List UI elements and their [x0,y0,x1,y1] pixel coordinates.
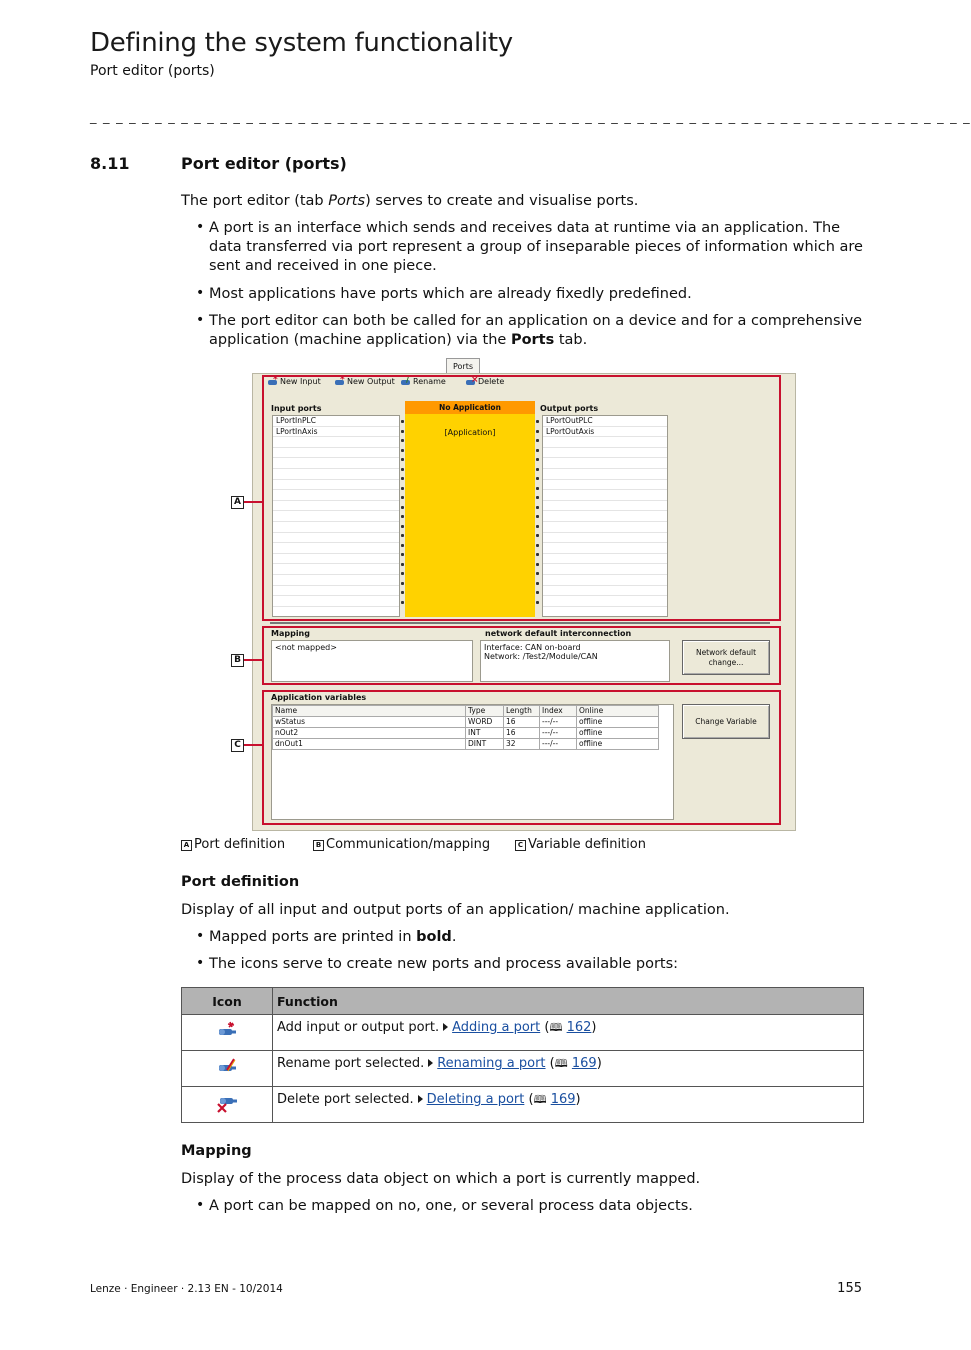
callout-box-a [262,375,781,621]
new-input-icon: * [268,378,278,386]
callout-label-c: C [231,739,244,752]
cell: DINT [466,739,504,750]
port-definition-heading: Port definition [181,874,300,890]
rename-button[interactable]: / Rename [401,377,446,386]
port-definition-text: Display of all input and output ports of an application/ machine application. [181,902,730,918]
bullet-predefined: Most applications have ports which are already fixedly predefined. [209,286,692,302]
cell: wStatus [273,717,466,728]
callout-box-c [262,690,781,825]
function-cell: Add input or output port. Adding a port (🕮 162) [273,1015,864,1051]
change-variable-button[interactable]: Change Variable [682,704,770,739]
book-icon: 🕮 [554,1057,568,1070]
mapping-heading: Mapping [181,1143,252,1159]
input-ports-label: Input ports [271,404,322,413]
book-icon: 🕮 [549,1021,563,1034]
callout-label-b: B [231,654,244,667]
rename-icon: / [401,378,411,386]
book-icon: 🕮 [533,1093,547,1106]
new-output-icon: * [335,378,345,386]
callout-line-c [244,744,262,746]
function-cell: Rename port selected. Renaming a port (🕮 169) [273,1051,864,1087]
rename-port-icon [182,1051,273,1087]
bullet-icons: The icons serve to create new ports and process available ports: [209,956,679,972]
bullet-dot: • [196,285,205,301]
icon-function-table [181,987,864,1123]
cell: 32 [504,739,540,750]
delete-button[interactable]: × Delete [466,377,504,386]
cell: nOut2 [273,728,466,739]
section-number: 8.11 [90,154,130,173]
table-row [182,1015,864,1051]
cell: ---/-- [540,717,577,728]
bullet-dot: • [196,1197,205,1213]
network-interface: Interface: CAN on-board [484,643,581,652]
cell: 16 [504,728,540,739]
renaming-port-link[interactable]: Renaming a port [437,1056,546,1071]
bullet-port-editor-call: The port editor can both be called for an application on a device and for a comprehensive application (machine application) via the Ports tab. [209,313,863,348]
intro-paragraph: The port editor (tab Ports) serves to create and visualise ports. [181,193,639,209]
cell: offline [577,739,659,750]
new-output-button[interactable]: * New Output [335,377,395,386]
cell: WORD [466,717,504,728]
network-label: network default interconnection [485,629,632,638]
callout-label-a: A [231,496,244,509]
list-item[interactable]: LPortOutPLC [543,416,667,427]
callout-line-a [244,501,262,503]
col-function: Function [273,988,864,1015]
network-path: Network: /Test2/Module/CAN [484,652,598,661]
callout-box-b [262,626,781,685]
cell: 16 [504,717,540,728]
bullet-mapped-bold: Mapped ports are printed in bold. [209,929,457,945]
new-input-button[interactable]: * New Input [268,377,321,386]
header-divider: _ _ _ _ _ _ _ _ _ _ _ _ _ _ _ _ _ _ _ _ _ _ _ _ _ _ _ _ _ _ _ _ _ _ _ _ _ _ _ _ _ _ _ _ _ _ _ _ _ _ _ _ _ _ _ _ _ _ _ _ _ _ _ _ _ _ _ _ [90,110,971,125]
bullet-dot: • [196,928,205,944]
page-subtitle: Port editor (ports) [90,63,215,79]
deleting-port-link[interactable]: Deleting a port [426,1092,525,1107]
page-number: 155 [837,1281,862,1296]
panel-divider [270,622,770,624]
tab-ports[interactable]: Ports [446,358,480,374]
delete-port-icon [182,1087,273,1123]
table-row [182,1087,864,1123]
new-port-icon [182,1015,273,1051]
cell: ---/-- [540,739,577,750]
cell: offline [577,728,659,739]
cell: INT [466,728,504,739]
application-label: [Application] [444,428,496,437]
caption-b: B Communication/mapping [313,837,490,852]
mapping-value: <not mapped> [275,643,337,652]
page-ref[interactable]: 162 [566,1020,592,1035]
delete-icon: × [466,378,476,386]
page-ref[interactable]: 169 [571,1056,597,1071]
caption-c: C Variable definition [515,837,646,852]
caption-a: A Port definition [181,837,285,852]
table-row [182,1051,864,1087]
function-cell: Delete port selected. Deleting a port (🕮 169) [273,1087,864,1123]
mapping-label: Mapping [271,629,310,638]
adding-port-link[interactable]: Adding a port [452,1020,541,1035]
col-icon: Icon [182,988,273,1015]
col-length[interactable]: Length [504,706,540,717]
bullet-dot: • [196,312,205,328]
col-online[interactable]: Online [577,706,659,717]
col-index[interactable]: Index [540,706,577,717]
cell: ---/-- [540,728,577,739]
bullet-port-interface: A port is an interface which sends and receives data at runtime via an application. The data transferred via port represent a group of inseparable pieces of information which are sent and received in one piece. [209,220,863,274]
col-name[interactable]: Name [273,706,466,717]
col-type[interactable]: Type [466,706,504,717]
list-item[interactable]: LPortInAxis [273,427,399,438]
network-default-change-button[interactable]: Network default change... [682,640,770,675]
cell: offline [577,717,659,728]
list-item[interactable]: LPortOutAxis [543,427,667,438]
page-title: Defining the system functionality [90,28,513,58]
callout-line-b [244,659,262,661]
bullet-dot: • [196,219,205,235]
bullet-dot: • [196,955,205,971]
bullet-mapping: A port can be mapped on no, one, or several process data objects. [209,1198,693,1214]
section-title: Port editor (ports) [181,154,347,173]
mapping-text: Display of the process data object on which a port is currently mapped. [181,1171,701,1187]
page-ref[interactable]: 169 [550,1092,576,1107]
cell: dnOut1 [273,739,466,750]
list-item[interactable]: LPortInPLC [273,416,399,427]
footer-text: Lenze · Engineer · 2.13 EN - 10/2014 [90,1283,283,1295]
output-ports-label: Output ports [540,404,599,413]
appvars-label: Application variables [271,693,367,702]
application-header: No Application [405,401,535,414]
